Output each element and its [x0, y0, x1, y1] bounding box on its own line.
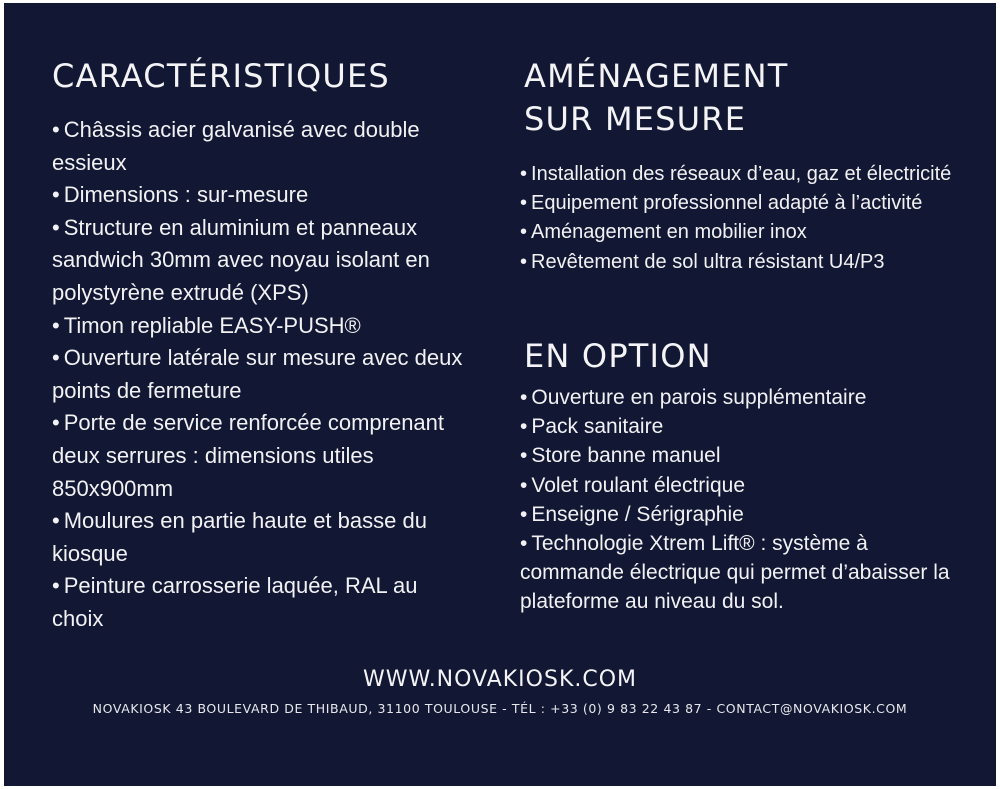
list-item: • Dimensions : sur-mesure: [52, 182, 309, 208]
custom-layout-title-line1: AMÉNAGEMENT: [524, 57, 789, 95]
bullet-icon: •: [520, 444, 528, 468]
list-item: • Store banne manuel: [520, 444, 721, 468]
list-item: • Technologie Xtrem Lift® : système à commande électrique qui permet d’abaisser la plateforme au niveau du sol.: [520, 532, 950, 614]
bullet-icon: •: [52, 410, 60, 436]
bullet-icon: •: [520, 386, 528, 409]
bullet-icon: •: [520, 221, 528, 244]
list-item: • Pack sanitaire: [520, 415, 664, 439]
bullet-icon: •: [520, 163, 528, 185]
options-list: [520, 383, 950, 617]
bullet-icon: •: [52, 345, 60, 371]
characteristics-title: CARACTÉRISTIQUES: [52, 57, 390, 95]
custom-layout-title: [524, 55, 789, 141]
contact-line: NOVAKIOSK 43 BOULEVARD DE THIBAUD, 31100 TOULOUSE - TÉL : +33 (0) 9 83 22 43 87 - CONTACT@NOVAKIOSK.COM: [92, 701, 908, 716]
bullet-icon: •: [520, 415, 528, 439]
list-item: • Volet roulant électrique: [520, 473, 745, 497]
list-item: • Châssis acier galvanisé avec double essieux: [52, 117, 420, 175]
list-item: • Moulures en partie haute et basse du kiosque: [52, 508, 427, 566]
bullet-icon: •: [520, 473, 528, 497]
list-item: • Installation des réseaux d’eau, gaz et électricité: [520, 163, 952, 185]
bullet-icon: •: [520, 250, 528, 273]
bullet-icon: •: [52, 508, 60, 534]
list-item: • Porte de service renforcée comprenant deux serrures : dimensions utiles 850x900mm: [52, 410, 445, 501]
bullet-icon: •: [520, 532, 528, 556]
custom-layout-list: [520, 160, 960, 277]
bullet-icon: •: [520, 502, 528, 526]
bullet-icon: •: [52, 312, 60, 338]
list-item: • Peinture carrosserie laquée, RAL au choix: [52, 573, 418, 631]
bullet-icon: •: [520, 192, 528, 215]
characteristics-list: [52, 114, 467, 636]
custom-layout-title-line2: SUR MESURE: [524, 100, 747, 138]
bullet-icon: •: [52, 214, 60, 240]
list-item: • Timon repliable EASY-PUSH®: [52, 312, 361, 338]
list-item: • Aménagement en mobilier inox: [520, 221, 807, 244]
list-item: • Ouverture latérale sur mesure avec deux points de fermeture: [52, 345, 463, 403]
list-item: • Structure en aluminium et panneaux sandwich 30mm avec noyau isolant en polystyrène extrudé (XPS): [52, 214, 430, 305]
list-item: • Equipement professionnel adapté à l’activité: [520, 192, 923, 215]
bullet-icon: •: [52, 573, 60, 599]
website-url: WWW.NOVAKIOSK.COM: [362, 667, 638, 692]
spec-card: [4, 3, 996, 786]
list-item: • Revêtement de sol ultra résistant U4/P3: [520, 250, 885, 273]
list-item: • Ouverture en parois supplémentaire: [520, 386, 867, 409]
bullet-icon: •: [52, 117, 60, 142]
bullet-icon: •: [52, 182, 60, 208]
list-item: • Enseigne / Sérigraphie: [520, 502, 744, 526]
options-title: EN OPTION: [524, 337, 712, 375]
